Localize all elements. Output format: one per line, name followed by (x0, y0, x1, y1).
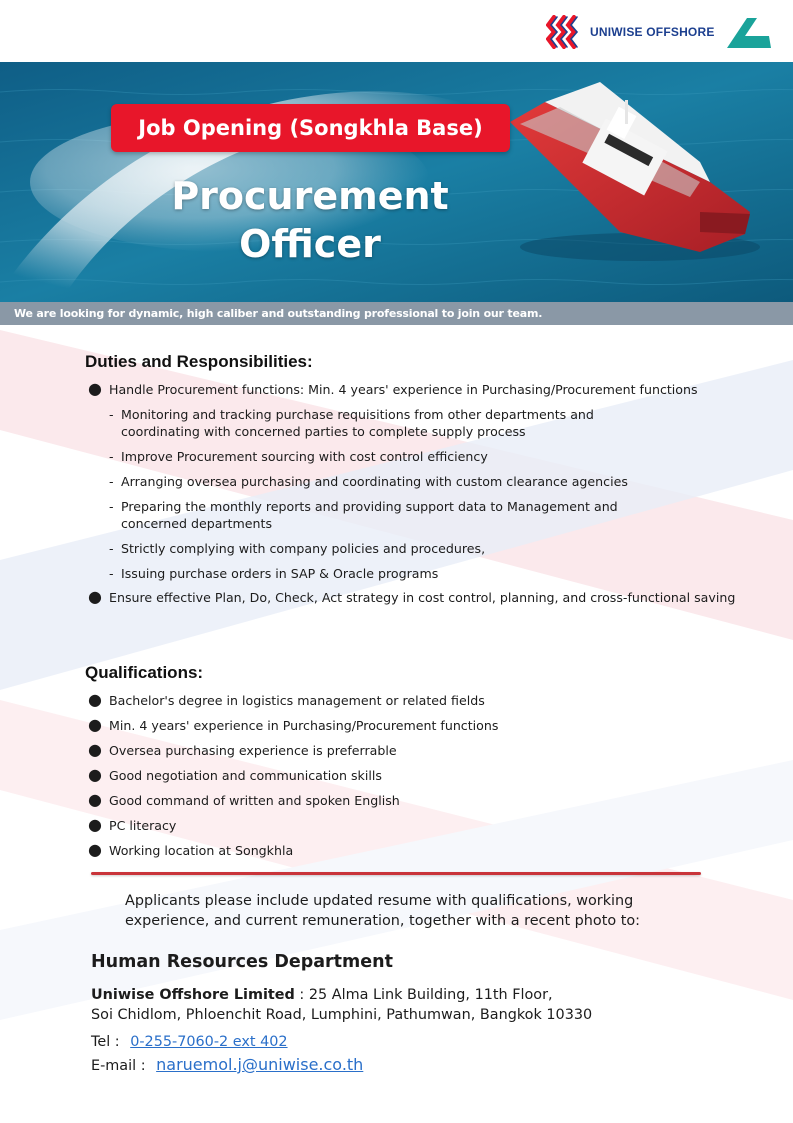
list-item (88, 817, 498, 842)
qualifications-heading: Qualifications: (85, 663, 204, 682)
apply-instructions: Applicants please include updated resume with qualifications, working experience, and current remuneration, together with a recent photo to: (125, 893, 641, 929)
dash-icon: - (109, 499, 114, 514)
bullet-icon: ● (88, 690, 102, 709)
job-title-line1: Procurement (171, 174, 449, 218)
dash-icon: - (109, 541, 114, 556)
duty-text: Ensure effective Plan, Do, Check, Act strategy in cost control, planning, and cross-functional saving (109, 590, 736, 605)
list-item (88, 498, 748, 540)
list-item (88, 717, 498, 742)
tel-row (91, 1034, 288, 1050)
qualification-text: Good negotiation and communication skills (109, 768, 382, 783)
dash-icon: - (109, 474, 114, 489)
list-item (88, 448, 748, 473)
list-item (88, 742, 498, 767)
tagline-text: We are looking for dynamic, high caliber and outstanding professional to join our team. (14, 307, 543, 320)
qualification-text: Working location at Songkhla (109, 843, 294, 858)
tel-link[interactable]: 0-255-7060-2 ext 402 (130, 1034, 288, 1050)
qualification-text: Good command of written and spoken English (109, 793, 400, 808)
qualification-text: Min. 4 years' experience in Purchasing/Procurement functions (109, 718, 499, 733)
list-item (88, 792, 498, 817)
duty-sub-text: Preparing the monthly reports and providing support data to Management and concerned departments (121, 499, 618, 531)
qualification-text: Bachelor's degree in logistics management or related fields (109, 693, 485, 708)
job-title-line2: Officer (239, 222, 381, 266)
bullet-icon: ● (88, 765, 102, 784)
email-link[interactable]: naruemol.j@uniwise.co.th (156, 1055, 364, 1074)
list-item (88, 406, 748, 448)
qualifications-list (88, 692, 498, 867)
bullet-icon: ● (88, 587, 102, 606)
duty-text: Handle Procurement functions: Min. 4 years' experience in Purchasing/Procurement functions (109, 382, 698, 397)
tel-label: Tel : (91, 1034, 120, 1050)
list-item (88, 692, 498, 717)
list-item (88, 473, 748, 498)
list-item (88, 381, 748, 406)
duty-sub-text: Strictly complying with company policies and procedures, (121, 541, 486, 556)
dash-icon: - (109, 407, 114, 422)
logo-text: UNIWISE OFFSHORE (590, 25, 715, 39)
list-item (88, 540, 748, 565)
duties-heading: Duties and Responsibilities: (85, 352, 313, 371)
section-divider (91, 872, 701, 875)
email-row (91, 1055, 363, 1074)
duties-list (88, 381, 748, 629)
list-item (88, 565, 748, 589)
duty-sub-text: Monitoring and tracking purchase requisitions from other departments and coordinating with concerned parties to complete supply process (121, 407, 594, 439)
bullet-icon: ● (88, 379, 102, 398)
hr-department-title: Human Resources Department (91, 952, 393, 972)
company-address (91, 985, 711, 1025)
dash-icon: - (109, 449, 114, 464)
qualification-text: Oversea purchasing experience is preferrable (109, 743, 397, 758)
bullet-icon: ● (88, 815, 102, 834)
duty-sub-text: Issuing purchase orders in SAP & Oracle programs (121, 566, 439, 581)
email-label: E-mail : (91, 1058, 146, 1074)
company-name: Uniwise Offshore Limited (91, 987, 295, 1003)
dash-icon: - (109, 566, 114, 581)
address-line2: Soi Chidlom, Phloenchit Road, Lumphini, Pathumwan, Bangkok 10330 (91, 1007, 593, 1023)
job-opening-label: Job Opening (Songkhla Base) (138, 116, 483, 140)
bullet-icon: ● (88, 790, 102, 809)
address-line1: : 25 Alma Link Building, 11th Floor, (294, 987, 553, 1003)
bullet-icon: ● (88, 715, 102, 734)
bullet-icon: ● (88, 740, 102, 759)
duty-sub-text: Improve Procurement sourcing with cost control efficiency (121, 449, 488, 464)
list-item (88, 589, 748, 629)
qualification-text: PC literacy (109, 818, 177, 833)
list-item (88, 842, 498, 867)
list-item (88, 767, 498, 792)
duty-sub-text: Arranging oversea purchasing and coordinating with custom clearance agencies (121, 474, 628, 489)
bullet-icon: ● (88, 840, 102, 859)
